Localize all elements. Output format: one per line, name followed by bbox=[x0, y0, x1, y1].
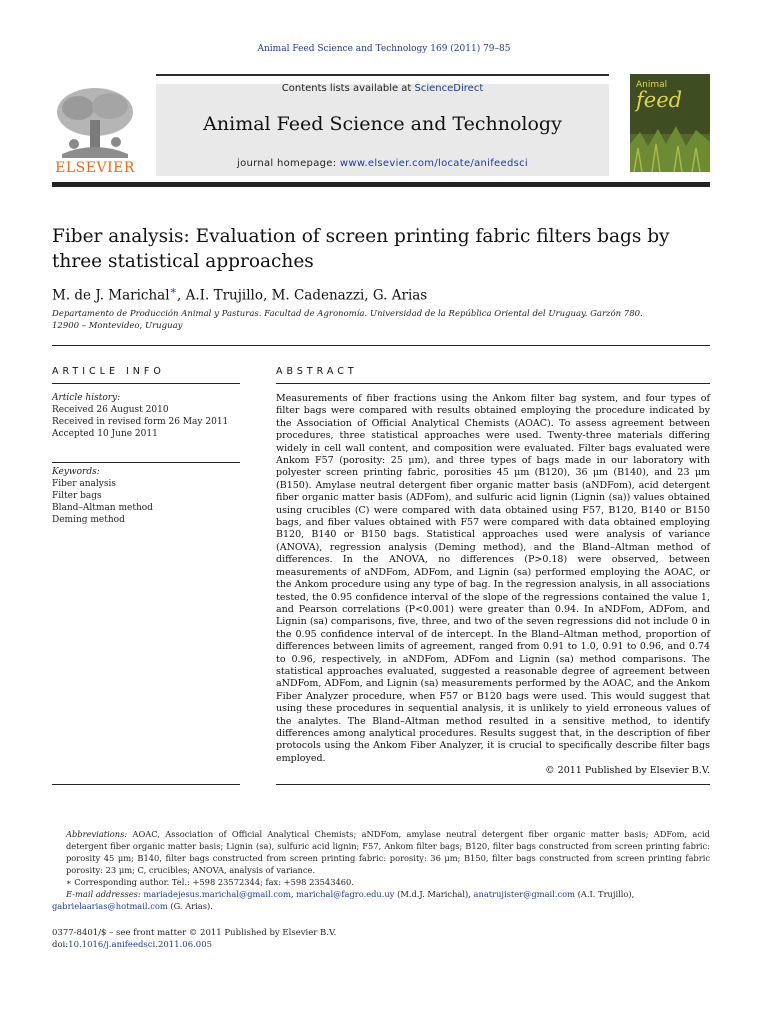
homepage-prefix: journal homepage: bbox=[237, 158, 340, 169]
accepted-date: Accepted 10 June 2011 bbox=[52, 429, 158, 439]
article-info-rule-bottom bbox=[52, 784, 240, 785]
abstract-heading: ABSTRACT bbox=[276, 366, 358, 377]
masthead-bottom-rule bbox=[52, 182, 710, 187]
journal-title: Animal Feed Science and Technology bbox=[203, 113, 562, 135]
front-matter: 0377-8401/$ – see front matter © 2011 Published by Elsevier B.V. bbox=[52, 928, 337, 938]
keyword-item: Deming method bbox=[52, 515, 125, 525]
abstract-rule-top bbox=[276, 383, 710, 384]
email-owner: (G. Arias). bbox=[167, 901, 213, 911]
keywords-block bbox=[52, 466, 240, 526]
masthead-top-rule bbox=[156, 74, 609, 76]
article-info-rule-top bbox=[52, 383, 240, 384]
abstract-text: Measurements of fiber fractions using the Ankom filter bag system, and four types of filter bags were compared with results obtained employing the procedure indicated by the Association of Official Analytical Chemists (AOAC). To assess agreement between procedures, three statistical approaches were used. Twenty-three materials differing widely in cell wall content, and composition were evaluated. Filter bags evaluated were Ankom F57 (porosity: 25 μm), and three types of bags made in our laboratory with polyester screen printing fabric, porosities 45 μm (B120), 36 μm (B140), and 23 μm (B150). Amylase neutral detergent fiber organic matter basis (aNDFom), acid detergent fiber organic matter basis (ADFom), and sulfuric acid lignin (Lignin (sa)) values obtained using crucibles (C) were compared with data obtained using F57, B120, B140 or B150 bags, and fiber values obtained with F57 were compared with data obtained employing B120, B140 or B150 bags. Statistical approaches used were analysis of variance (ANOVA), regression analysis (Deming method), and the Bland–Altman method of differences. In the ANOVA, no differences (P>0.18) were observed, between measurements of aNDFom, ADFom, and Lignin (sa) performed employing the AOAC, or the Ankom procedure using any type of bag. In the regression analysis, in all associations tested, the 0.95 confidence interval of the slope of the regressions contained the value 1, and Pearson correlations (P<0.001) were greater than 0.94. In aNDFom, ADFom, and Lignin (sa) comparisons, five, three, and two of the seven regressions did not include 0 in the 0.95 confidence interval of de intercept. In the Bland–Altman method, proportion of differences between limits of agreement, ranged from 0.91 to 1.0, 0.91 to 0.96, and 0.74 to 0.96, respectively, in aNDFom, ADFom and Lignin (sa) method comparisons. The statistical approaches evaluated, suggested a reasonable degree of agreement between aNDFom, ADFom, and Lignin (sa) measurements performed by the AOAC, and the Ankom Fiber Analyzer procedure, when F57 or B120 bags were used. This would suggest that using these procedures in sequential analysis, it is unlikely to yield erroneous values of the analytes. The Bland–Altman method resulted in a sensitive method, to identify differences among analytical procedures. Results suggest that, in the description of fiber protocols using the Ankom Fiber Analyzer, it is crucial to specifically describe filter bags employed. bbox=[276, 393, 710, 764]
history-label: Article history: bbox=[52, 393, 121, 403]
first-author: M. de J. Marichal bbox=[52, 287, 170, 304]
other-authors: , A.I. Trujillo, M. Cadenazzi, G. Arias bbox=[177, 287, 428, 304]
email-owner: (A.I. Trujillo), bbox=[574, 889, 635, 899]
revised-date: Received in revised form 26 May 2011 bbox=[52, 417, 229, 427]
abstract-copyright: © 2011 Published by Elsevier B.V. bbox=[545, 765, 710, 777]
email-addresses-cont bbox=[52, 900, 710, 912]
email-owner: (M.d.J. Marichal), bbox=[394, 889, 474, 899]
abbreviations-label: Abbreviations: bbox=[66, 829, 128, 839]
cover-title-small: Animal bbox=[636, 80, 668, 90]
article-info-rule-middle bbox=[52, 462, 240, 463]
article-title: Fiber analysis: Evaluation of screen printing fabric filters bags by three statistical approaches bbox=[52, 226, 670, 272]
email-link-marichal-fagro[interactable]: marichal@fagro.edu.uy bbox=[296, 889, 395, 899]
doi-link[interactable]: 10.1016/j.anifeedsci.2011.06.005 bbox=[68, 940, 213, 950]
author-list bbox=[52, 284, 712, 304]
keyword-item: Fiber analysis bbox=[52, 479, 116, 489]
article-history bbox=[52, 392, 240, 440]
abstract-rule-bottom bbox=[276, 784, 710, 785]
affiliation: Departamento de Producción Animal y Pasturas. Facultad de Agronomía. Universidad de la República Oriental del Uruguay. Garzón 780. 12900 – Montevideo, Uruguay bbox=[52, 309, 643, 331]
email-label: E-mail addresses: bbox=[66, 889, 141, 899]
received-date: Received 26 August 2010 bbox=[52, 405, 169, 415]
abbreviations-text: AOAC, Association of Official Analytical Chemists; aNDFom, amylase neutral detergent fiber organic matter basis; ADFom, acid detergent fiber organic matter basis; Lignin (sa), sulfuric acid lignin; F57, Ankom filter bags; B120, filter bags constructed from screen printing fabric: porosity 45 μm; B140, filter bags constructed from screen printing fabric: porosity: 36 μm; B150, filter bags constructed from screen printing fabric porosity: 23 μm; C, crucibles; ANOVA, analysis of variance. bbox=[66, 829, 710, 875]
keyword-item: Bland–Altman method bbox=[52, 503, 153, 513]
corresponding-author-note: ∗ Corresponding author. Tel.: +598 23572344; fax: +598 23543460. bbox=[66, 877, 354, 887]
homepage-link[interactable]: www.elsevier.com/locate/anifeedsci bbox=[339, 158, 528, 169]
keywords-label: Keywords: bbox=[52, 467, 100, 477]
cover-title-large: feed bbox=[636, 88, 683, 112]
section-divider bbox=[52, 345, 710, 346]
article-info-heading: ARTICLE INFO bbox=[52, 366, 165, 377]
contents-line bbox=[156, 83, 609, 94]
abstract-body bbox=[276, 393, 710, 778]
email-link-marichal[interactable]: mariadejesus.marichal@gmail.com bbox=[143, 889, 291, 899]
email-link-trujillo[interactable]: anatrujister@gmail.com bbox=[473, 889, 575, 899]
email-addresses: E-mail addresses: mariadejesus.marichal@gmail.com, marichal@fagro.edu.uy (M.d.J. Marichal), anatrujister@gmail.com (A.I. Trujillo), bbox=[66, 889, 635, 899]
homepage-line bbox=[156, 158, 609, 169]
corresponding-author-marker[interactable]: ∗ bbox=[169, 284, 178, 297]
doi-prefix: doi: bbox=[52, 940, 69, 950]
contents-prefix: Contents lists available at bbox=[281, 83, 415, 94]
abbreviations-note bbox=[52, 828, 710, 876]
journal-reference[interactable]: Animal Feed Science and Technology 169 (2011) 79–85 bbox=[257, 44, 511, 54]
bottom-meta bbox=[52, 927, 452, 951]
doi-line bbox=[52, 939, 452, 951]
sciencedirect-link[interactable]: ScienceDirect bbox=[414, 83, 484, 94]
elsevier-wordmark: ELSEVIER bbox=[55, 160, 135, 176]
keyword-item: Filter bags bbox=[52, 491, 102, 501]
footnotes bbox=[52, 828, 710, 912]
email-link-arias[interactable]: gabrielaarias@hotmail.com bbox=[52, 901, 168, 911]
